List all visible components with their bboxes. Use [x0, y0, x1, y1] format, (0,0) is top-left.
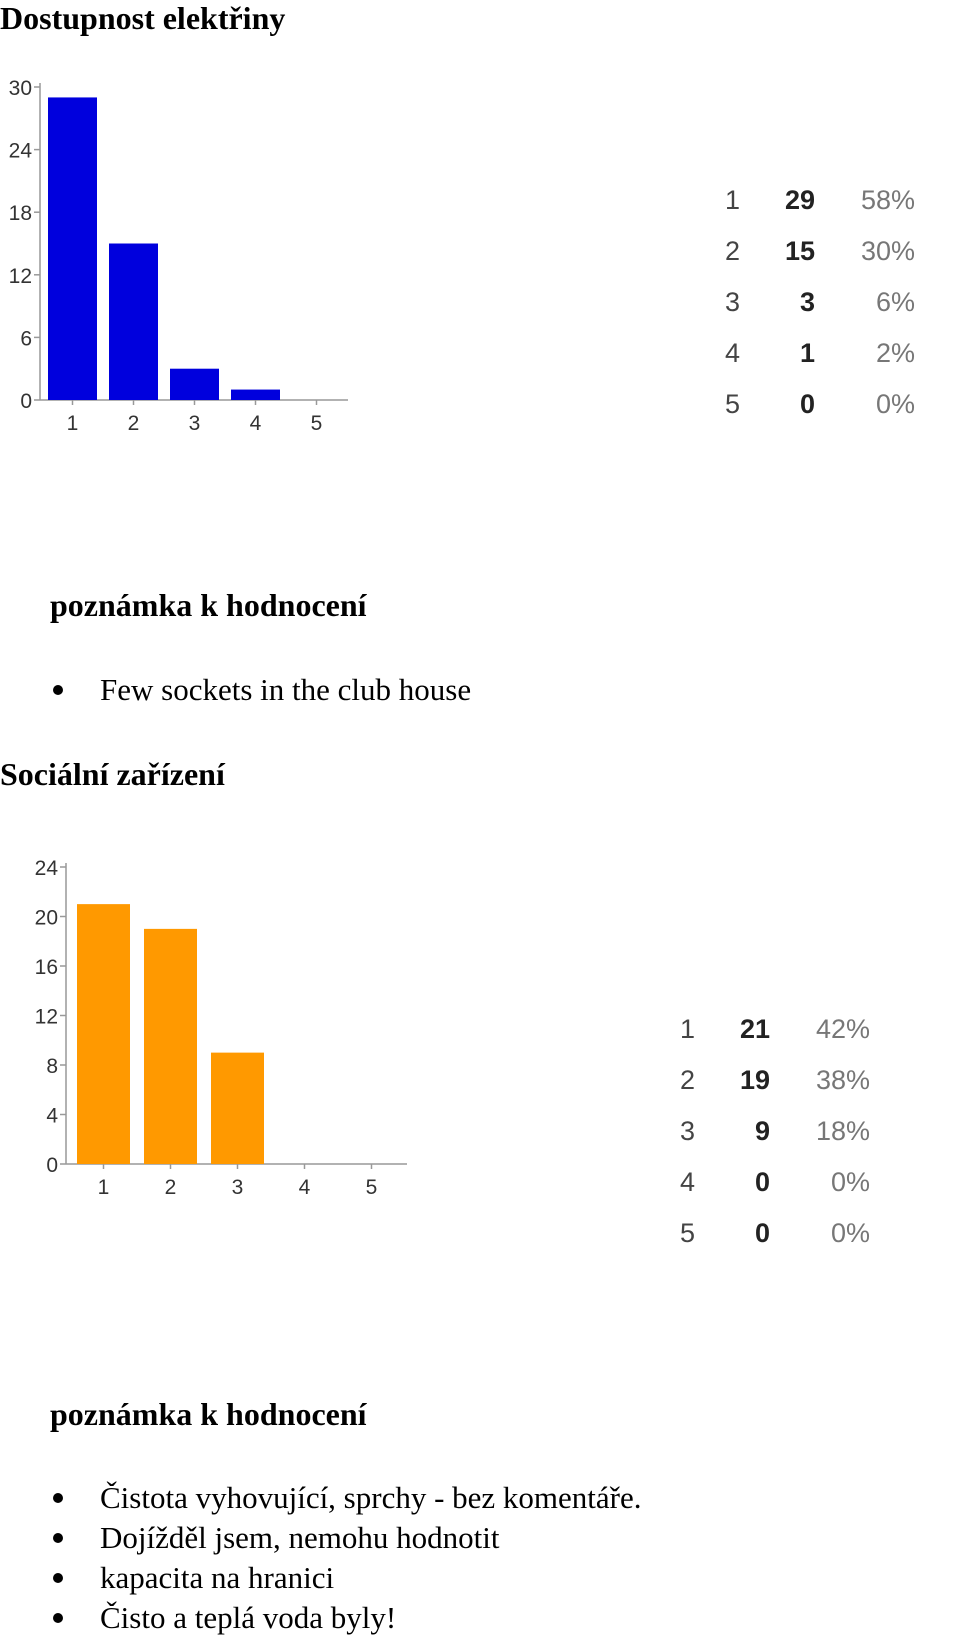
rating-label: 3	[725, 287, 741, 317]
y-tick-label: 30	[8, 77, 32, 100]
list-item	[50, 1558, 642, 1598]
bar	[109, 244, 158, 401]
y-tick-label: 20	[34, 906, 58, 930]
y-tick-label: 12	[8, 264, 32, 288]
list-item	[50, 1478, 642, 1518]
x-tick-label: 5	[310, 412, 323, 435]
rating-count: 3	[799, 287, 815, 317]
rating-percent: 30%	[860, 236, 915, 266]
x-tick-label: 5	[365, 1176, 378, 1199]
bar	[170, 369, 219, 400]
note-title-sanitary: poznámka k hodnocení	[50, 1396, 367, 1432]
note-text: Čisto a teplá voda byly!	[100, 1600, 397, 1635]
y-tick-label: 0	[46, 1154, 58, 1177]
rating-count: 19	[739, 1065, 770, 1095]
y-tick-label: 8	[46, 1055, 58, 1078]
y-tick-label: 0	[20, 390, 32, 413]
bar-chart-sanitary	[0, 845, 420, 1235]
rating-label: 1	[725, 185, 741, 215]
section-title-electricity: Dostupnost elektřiny	[0, 0, 286, 36]
bar	[231, 390, 280, 400]
rating-percent: 38%	[815, 1065, 870, 1095]
rating-percent: 0%	[830, 1167, 870, 1197]
rating-percent: 18%	[815, 1116, 870, 1146]
x-tick-label: 3	[231, 1176, 244, 1199]
bullet-icon	[53, 1573, 63, 1583]
bullet-icon	[53, 1493, 63, 1503]
rating-percent: 6%	[875, 287, 915, 317]
rating-count: 15	[784, 236, 815, 266]
rating-count: 1	[799, 338, 815, 368]
x-tick-label: 3	[188, 412, 201, 435]
rating-count: 29	[784, 185, 815, 215]
notes-list-electricity	[50, 670, 471, 710]
bar	[48, 97, 97, 400]
bullet-icon	[53, 1613, 63, 1623]
x-tick-label: 2	[127, 412, 140, 435]
note-text: Few sockets in the club house	[100, 672, 472, 707]
rating-percent: 2%	[875, 338, 915, 368]
y-tick-label: 16	[34, 956, 58, 979]
x-tick-label: 2	[164, 1176, 177, 1199]
rating-percent: 42%	[815, 1014, 870, 1044]
rating-count: 0	[799, 389, 815, 419]
note-text: kapacita na hranici	[100, 1560, 335, 1595]
rating-count: 9	[754, 1116, 770, 1146]
rating-label: 5	[725, 389, 741, 419]
rating-count: 0	[754, 1167, 770, 1197]
y-tick-label: 24	[34, 857, 58, 880]
rating-count: 21	[739, 1014, 770, 1044]
rating-percent: 0%	[830, 1218, 870, 1248]
rating-label: 1	[680, 1014, 696, 1044]
bullet-icon	[53, 1533, 63, 1543]
notes-list-sanitary	[50, 1478, 642, 1638]
bar-chart-electricity	[0, 70, 360, 440]
bar	[211, 1053, 264, 1164]
list-item	[50, 670, 471, 710]
y-tick-label: 6	[20, 327, 32, 351]
bullet-icon	[53, 685, 63, 695]
x-tick-label: 4	[249, 412, 262, 435]
rating-label: 5	[680, 1218, 696, 1248]
note-text: Dojížděl jsem, nemohu hodnotit	[100, 1520, 500, 1555]
note-title-electricity: poznámka k hodnocení	[50, 587, 367, 623]
rating-label: 4	[725, 338, 741, 368]
rating-count: 0	[754, 1218, 770, 1248]
bar	[77, 904, 130, 1164]
x-tick-label: 1	[66, 412, 79, 435]
rating-label: 2	[680, 1065, 696, 1095]
y-tick-label: 18	[8, 202, 32, 226]
list-item	[50, 1518, 642, 1558]
y-tick-label: 24	[8, 139, 32, 163]
rating-percent: 0%	[875, 389, 915, 419]
rating-label: 2	[725, 236, 741, 266]
section-title-sanitary: Sociální zařízení	[0, 756, 225, 792]
rating-percent: 58%	[860, 185, 915, 215]
note-text: Čistota vyhovující, sprchy - bez komentáře.	[100, 1480, 642, 1515]
x-tick-label: 4	[298, 1176, 311, 1199]
list-item	[50, 1598, 642, 1638]
rating-label: 3	[680, 1116, 696, 1146]
y-tick-label: 12	[34, 1005, 58, 1029]
bar	[144, 929, 197, 1164]
y-tick-label: 4	[46, 1104, 58, 1128]
rating-label: 4	[680, 1167, 696, 1197]
x-tick-label: 1	[97, 1176, 110, 1199]
